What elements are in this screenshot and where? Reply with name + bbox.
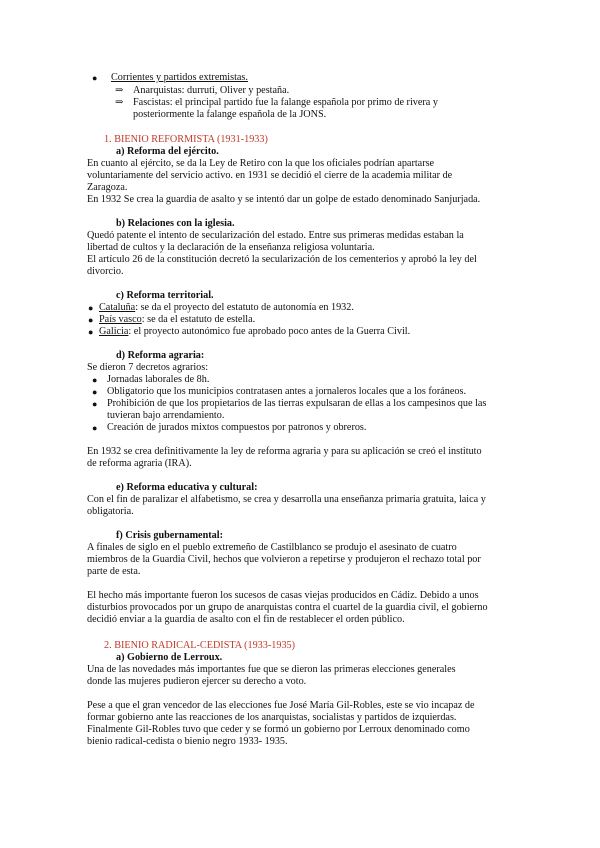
paragraph-line: Zaragoza. — [87, 182, 128, 193]
intro-anarquistas: Anarquistas: durruti, Oliver y pestaña. — [133, 85, 290, 96]
paragraph-line: voluntariamente del servicio activo. en 1931 se decidió el cierre de la academia militar de — [87, 170, 453, 181]
region-label: Cataluña — [99, 302, 136, 313]
subsection-a-title: a) Gobierno de Lerroux. — [116, 652, 223, 663]
paragraph-line: donde las mujeres pudieron ejercer su derecho a voto. — [87, 676, 307, 687]
paragraph-line: En cuanto al ejército, se da la Ley de Retiro con la que los oficiales podrían apartarse — [87, 158, 435, 169]
paragraph-line: obligatoria. — [87, 506, 134, 517]
list-item-continued: tuvieran bajo arrendamiento. — [107, 410, 225, 421]
region-label: País vasco — [99, 314, 142, 325]
paragraph-line: Con el fin de paralizar el alfabetismo, se crea y desarrolla una enseñanza primaria gratuita, laica y — [87, 494, 486, 505]
list-item: Creación de jurados mixtos compuestos por patronos y obreros. — [107, 422, 367, 433]
intro-fascistas-line2: posteriormente la falange española de la JONS. — [133, 109, 327, 120]
region-text: : el proyecto autonómico fue aprobado poco antes de la Guerra Civil. — [128, 326, 411, 337]
paragraph-line: decidió enviar a la guardia de asalto con el fin de restablecer el orden público. — [87, 614, 405, 625]
paragraph-line: de reforma agraria (IRA). — [87, 458, 192, 469]
list-item: Obligatorio que los municipios contratasen antes a jornaleros locales que a los foráneos. — [107, 386, 467, 397]
intro-heading: Corrientes y partidos extremistas. — [111, 72, 248, 83]
paragraph-line: miembros de la Guardia Civil, hechos que volvieron a repetirse y produjeron el rechazo total por — [87, 554, 481, 565]
list-item-pais-vasco — [99, 314, 255, 326]
section-2-title: 2. BIENIO RADICAL-CEDISTA (1933-1935) — [104, 640, 296, 651]
bullet-icon: ● — [92, 387, 98, 397]
bullet-icon: ● — [92, 423, 98, 433]
bullet-icon: ● — [92, 399, 98, 409]
list-item-galicia — [99, 326, 410, 338]
bullet-icon: ● — [88, 327, 94, 337]
arrow-icon: ⇒ — [115, 97, 124, 108]
subsection-e-title: e) Reforma educativa y cultural: — [116, 482, 258, 493]
arrow-icon: ⇒ — [115, 85, 124, 96]
paragraph-line: Se dieron 7 decretos agrarios: — [87, 362, 209, 373]
paragraph-line: divorcio. — [87, 266, 124, 277]
bullet-icon: ● — [92, 73, 98, 83]
paragraph-line: Pese a que el gran vencedor de las elecciones fue José María Gil-Robles, este se vio incapaz de — [87, 700, 475, 711]
paragraph-line: bienio radical-cedista o bienio negro 1933- 1935. — [87, 736, 288, 747]
paragraph-line: Finalmente Gil-Robles tuvo que ceder y se formó un gobierno por Lerroux denominado como — [87, 724, 470, 735]
subsection-a-title: a) Reforma del ejército. — [116, 146, 219, 157]
paragraph-line: A finales de siglo en el pueblo extremeño de Castilblanco se produjo el asesinato de cuatro — [87, 542, 457, 553]
paragraph-line: El hecho más importante fueron los sucesos de casas viejas producidos en Cádiz. Debido a unos — [87, 590, 479, 601]
subsection-c-title: c) Reforma territorial. — [116, 290, 214, 301]
paragraph-line: Quedó patente el intento de secularización del estado. Entre sus primeras medidas estaban la — [87, 230, 464, 241]
paragraph-line: El artículo 26 de la constitución decretó la secularización de los cementerios y aprobó la ley del — [87, 254, 477, 265]
region-text: : se da el estatuto de estella. — [141, 314, 256, 325]
paragraph-line: disturbios provocados por un grupo de anarquistas contra el cuartel de la guardia civil, el gobierno — [87, 602, 488, 613]
paragraph-line: Una de las novedades más importantes fue que se dieron las primeras elecciones generales — [87, 664, 456, 675]
bullet-icon: ● — [88, 303, 94, 313]
list-item-cataluna — [99, 302, 354, 314]
bullet-icon: ● — [88, 315, 94, 325]
paragraph-line: libertad de cultos y la declaración de la enseñanza religiosa voluntaria. — [87, 242, 375, 253]
section-1-title: 1. BIENIO REFORMISTA (1931-1933) — [104, 134, 268, 145]
list-item: Jornadas laborales de 8h. — [107, 374, 210, 385]
list-item: Prohibición de que los propietarios de las tierras expulsaran de ellas a los campesinos que las — [107, 398, 487, 409]
subsection-d-title: d) Reforma agraria: — [116, 350, 205, 361]
paragraph-line: En 1932 se crea definitivamente la ley de reforma agraria y para su aplicación se creó el instituto — [87, 446, 482, 457]
paragraph-line: formar gobierno ante las reacciones de los anarquistas, socialistas y partidos de izquierdas. — [87, 712, 457, 723]
region-label: Galicia — [99, 326, 129, 337]
subsection-b-title: b) Relaciones con la iglesia. — [116, 218, 235, 229]
intro-fascistas-line1: Fascistas: el principal partido fue la falange española por primo de rivera y — [133, 97, 438, 108]
bullet-icon: ● — [92, 375, 98, 385]
subsection-f-title: f) Crisis gubernamental: — [116, 530, 223, 541]
region-text: : se da el proyecto del estatuto de autonomía en 1932. — [135, 302, 354, 313]
paragraph-line: parte de esta. — [87, 566, 141, 577]
paragraph-line: En 1932 Se crea la guardia de asalto y se intentó dar un golpe de estado denominado Sanjurjada. — [87, 194, 481, 205]
